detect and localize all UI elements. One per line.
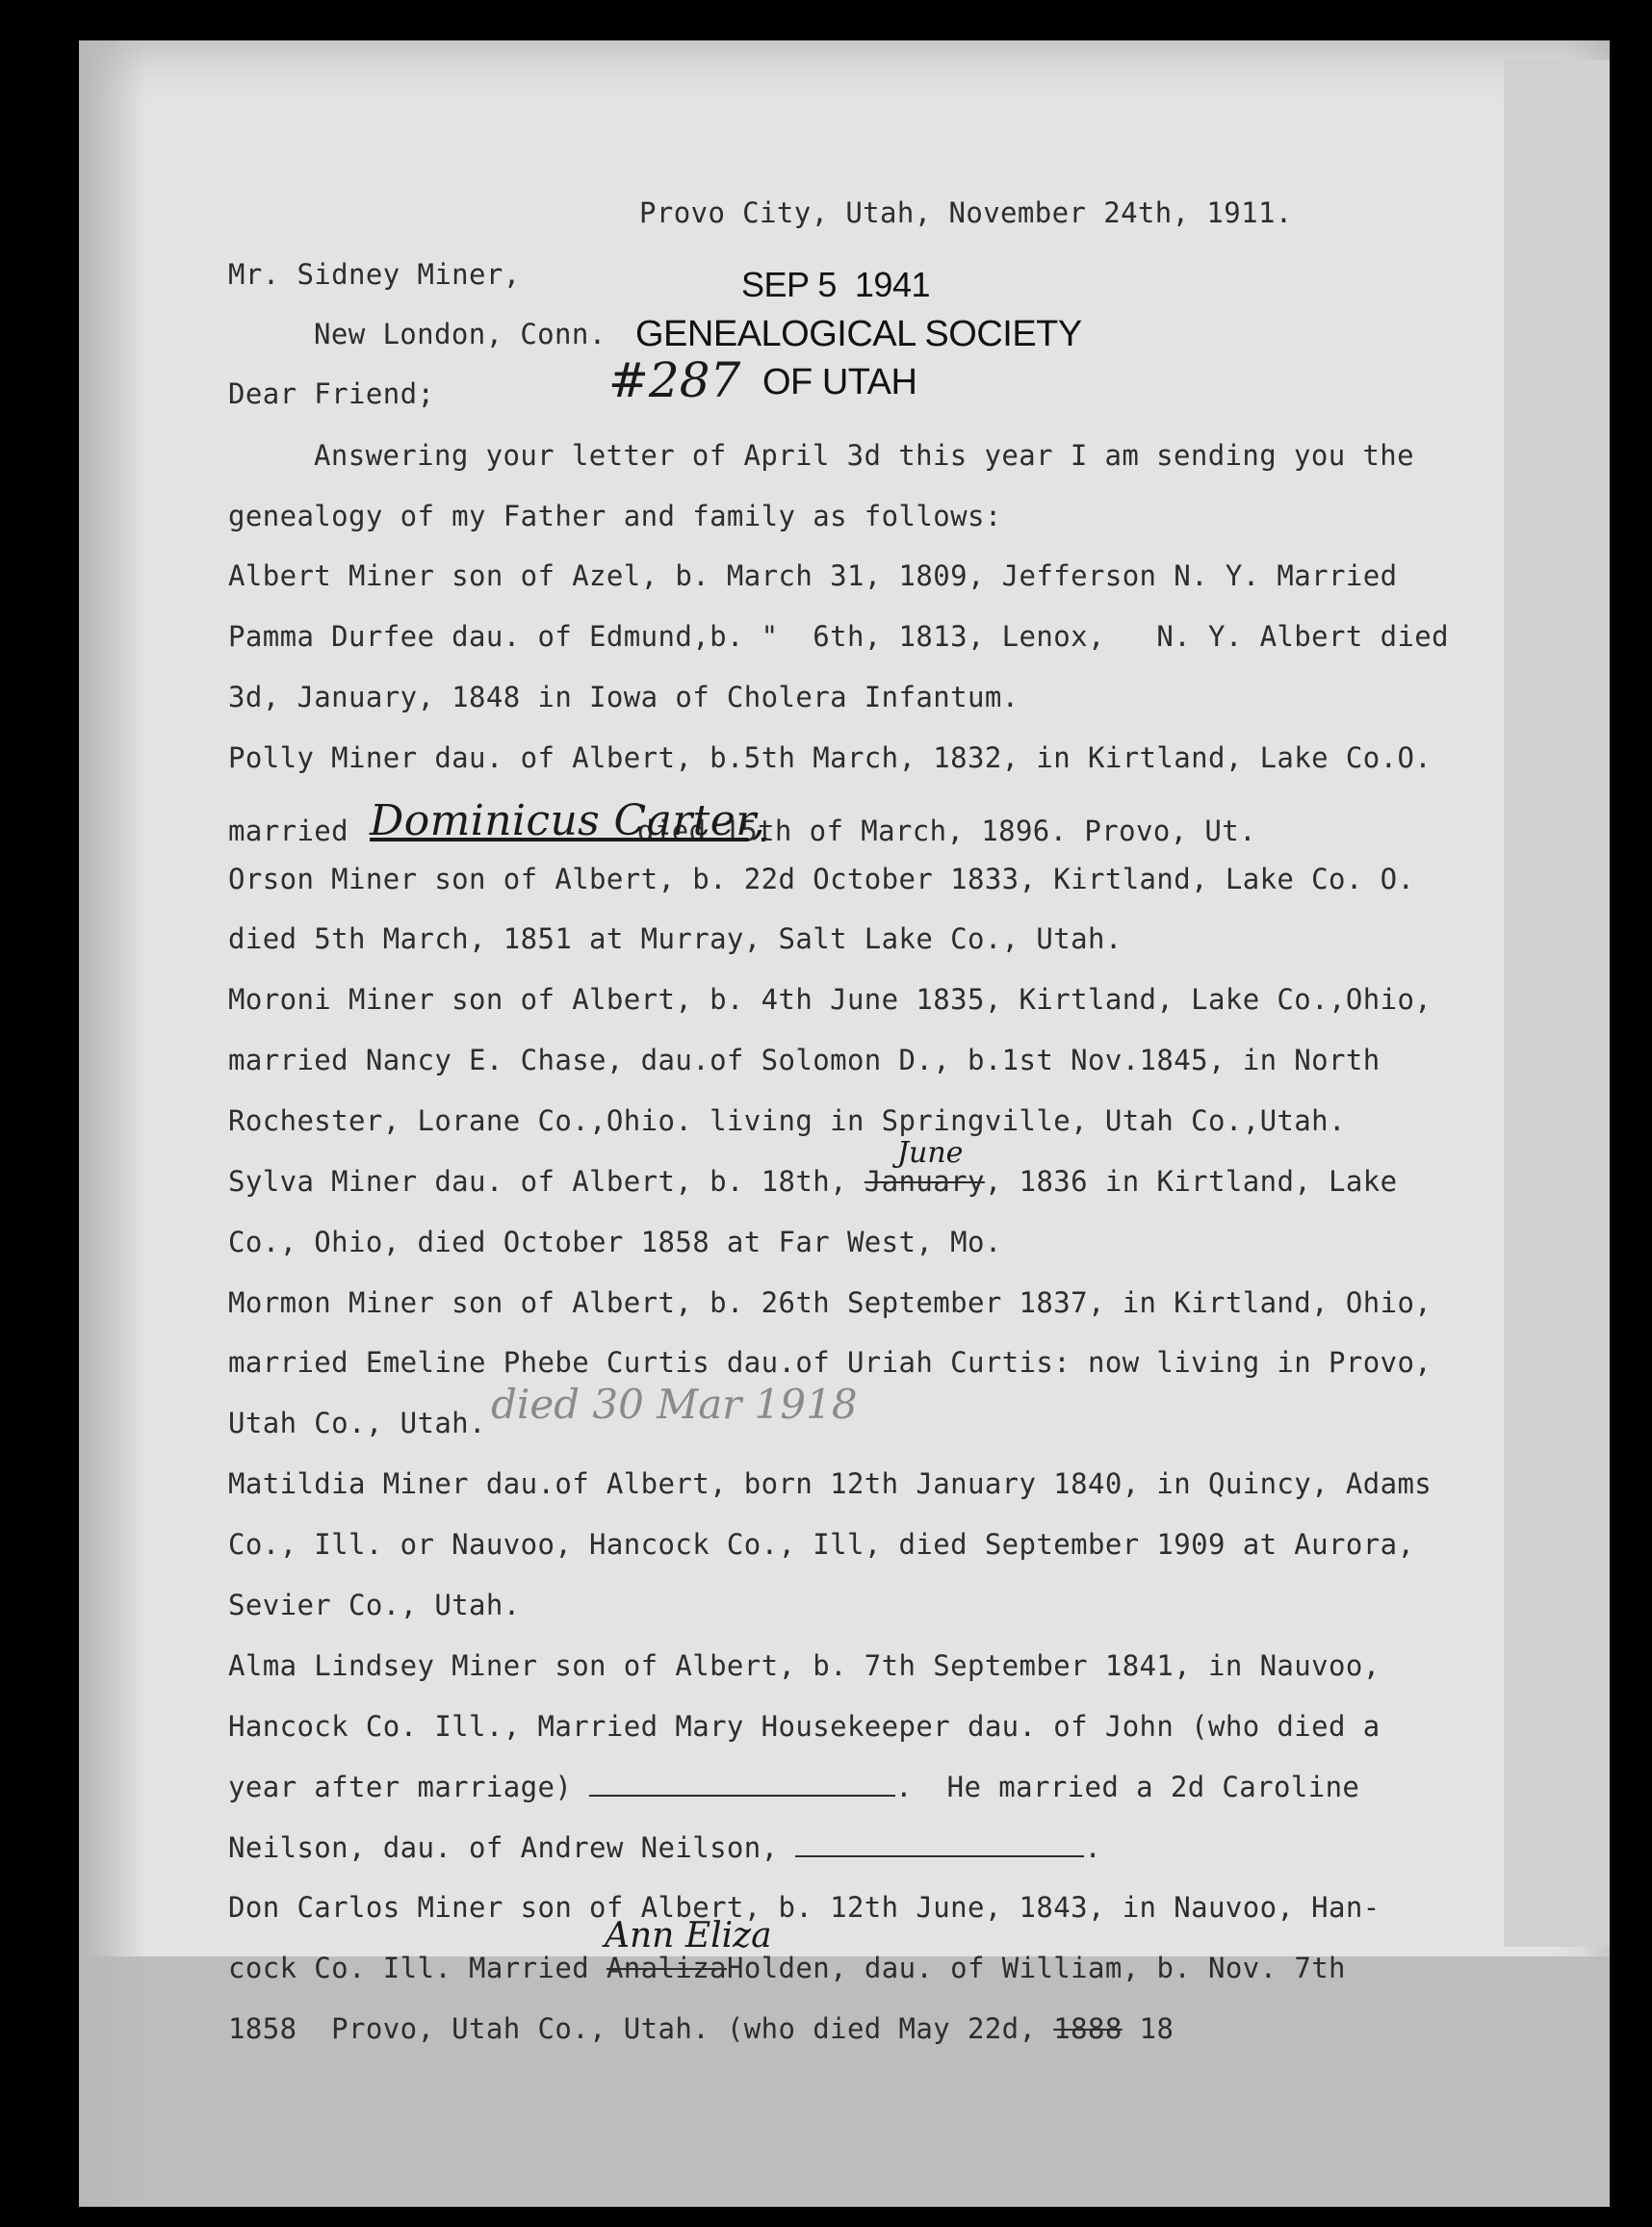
albert-line-1: Albert Miner son of Azel, b. March 31, 1809, Jefferson N. Y. Married [228, 559, 1398, 592]
moroni-line-2: married Nancy E. Chase, dau.of Solomon D., b.1st Nov.1845, in North [228, 1044, 1381, 1076]
don-text-a: cock Co. Ill. Married [228, 1952, 590, 1984]
moroni-line-1: Moroni Miner son of Albert, b. 4th June 1835, Kirtland, Lake Co.,Ohio, [228, 983, 1433, 1016]
don-line-1: Don Carlos Miner son of Albert, b. 12th June, 1843, in Nauvoo, Han- [228, 1891, 1381, 1924]
polly-line-1: Polly Miner dau. of Albert, b.5th March, 1832, in Kirtland, Lake Co.O. [228, 741, 1433, 774]
alma-line-1: Alma Lindsey Miner son of Albert, b. 7th September 1841, in Nauvoo, [228, 1649, 1381, 1682]
alma-text-c: Neilson, dau. of Andrew Neilson, [228, 1831, 779, 1864]
orson-line-2: died 5th March, 1851 at Murray, Salt Lake Co., Utah. [228, 922, 1123, 955]
intro-line-2: genealogy of my Father and family as follows: [228, 500, 1002, 532]
struck-month: January [864, 1165, 985, 1198]
albert-line-3: 3d, January, 1848 in Iowa of Cholera Infantum. [228, 681, 1020, 713]
don-line-3 [228, 2012, 1174, 2045]
alma-text-d: . [1084, 1831, 1102, 1864]
don-line-2 [228, 1952, 1346, 1984]
sylva-text-b: , 1836 in Kirtland, Lake [984, 1165, 1398, 1198]
polly-married-label: married [228, 815, 349, 847]
struck-year: 1888 [1053, 2012, 1123, 2045]
handwritten-correction-month: June [897, 1136, 964, 1170]
handwritten-correction-name: Ann Eliza [605, 1916, 772, 1955]
stamp-society: GENEALOGICAL SOCIETY [635, 314, 1082, 354]
mormon-line-3: Utah Co., Utah. [228, 1407, 486, 1439]
alma-line-2: Hancock Co. Ill., Married Mary Housekeeper dau. of John (who died a [228, 1710, 1381, 1743]
mormon-line-1: Mormon Miner son of Albert, b. 26th September 1837, in Kirtland, Ohio, [228, 1286, 1433, 1319]
salutation: Dear Friend; [228, 377, 435, 410]
blank-line [795, 1830, 1084, 1857]
paper-overlay [1504, 60, 1610, 1947]
recipient-name: Mr. Sidney Miner, [228, 258, 521, 291]
recipient-city: New London, Conn. [314, 318, 607, 350]
handwritten-spouse-name: Dominicus Carter, [370, 796, 766, 845]
handwritten-death-note: died 30 Mar 1918 [491, 1381, 858, 1428]
letter-date: Provo City, Utah, November 24th, 1911. [639, 196, 1293, 229]
alma-text-a: year after marriage) [228, 1771, 573, 1803]
don-text-c: 1858 Provo, Utah Co., Utah. (who died May 22d, [228, 2012, 1037, 2045]
sylva-line-2: Co., Ohio, died October 1858 at Far West, Mo. [228, 1226, 1002, 1258]
alma-text-b: . He married a 2d Caroline [895, 1771, 1360, 1803]
paper-edge-shadow [79, 40, 146, 2207]
intro-line-1: Answering your letter of April 3d this year I am sending you the [314, 439, 1415, 472]
paper-overlay-bottom [79, 1956, 1610, 2207]
sylva-line-1 [228, 1165, 1398, 1198]
polly-death: died 15th of March, 1896. Provo, Ut. [637, 815, 1256, 847]
blank-line [589, 1770, 895, 1797]
don-text-d: 18 [1139, 2012, 1174, 2045]
sylva-text-a: Sylva Miner dau. of Albert, b. 18th, [228, 1165, 847, 1198]
matildia-line-2: Co., Ill. or Nauvoo, Hancock Co., Ill, died September 1909 at Aurora, [228, 1528, 1415, 1561]
orson-line-1: Orson Miner son of Albert, b. 22d October 1833, Kirtland, Lake Co. O. [228, 863, 1415, 895]
moroni-line-3: Rochester, Lorane Co.,Ohio. living in Springville, Utah Co.,Utah. [228, 1104, 1346, 1137]
struck-name: Analiza [606, 1952, 727, 1984]
matildia-line-3: Sevier Co., Utah. [228, 1589, 521, 1621]
accession-number: #287 [608, 352, 741, 408]
stamp-location: OF UTAH [762, 362, 917, 402]
polly-line-2 [228, 796, 1256, 851]
don-text-b: Holden, dau. of William, b. Nov. 7th [726, 1952, 1346, 1984]
alma-line-4 [228, 1830, 1101, 1864]
stamp-date: SEP 5 1941 [741, 265, 930, 304]
albert-line-2: Pamma Durfee dau. of Edmund,b. " 6th, 1813, Lenox, N. Y. Albert died [228, 620, 1450, 653]
alma-line-3 [228, 1770, 1359, 1803]
mormon-line-2: married Emeline Phebe Curtis dau.of Uriah Curtis: now living in Provo, [228, 1346, 1433, 1379]
matildia-line-1: Matildia Miner dau.of Albert, born 12th January 1840, in Quincy, Adams [228, 1467, 1433, 1500]
